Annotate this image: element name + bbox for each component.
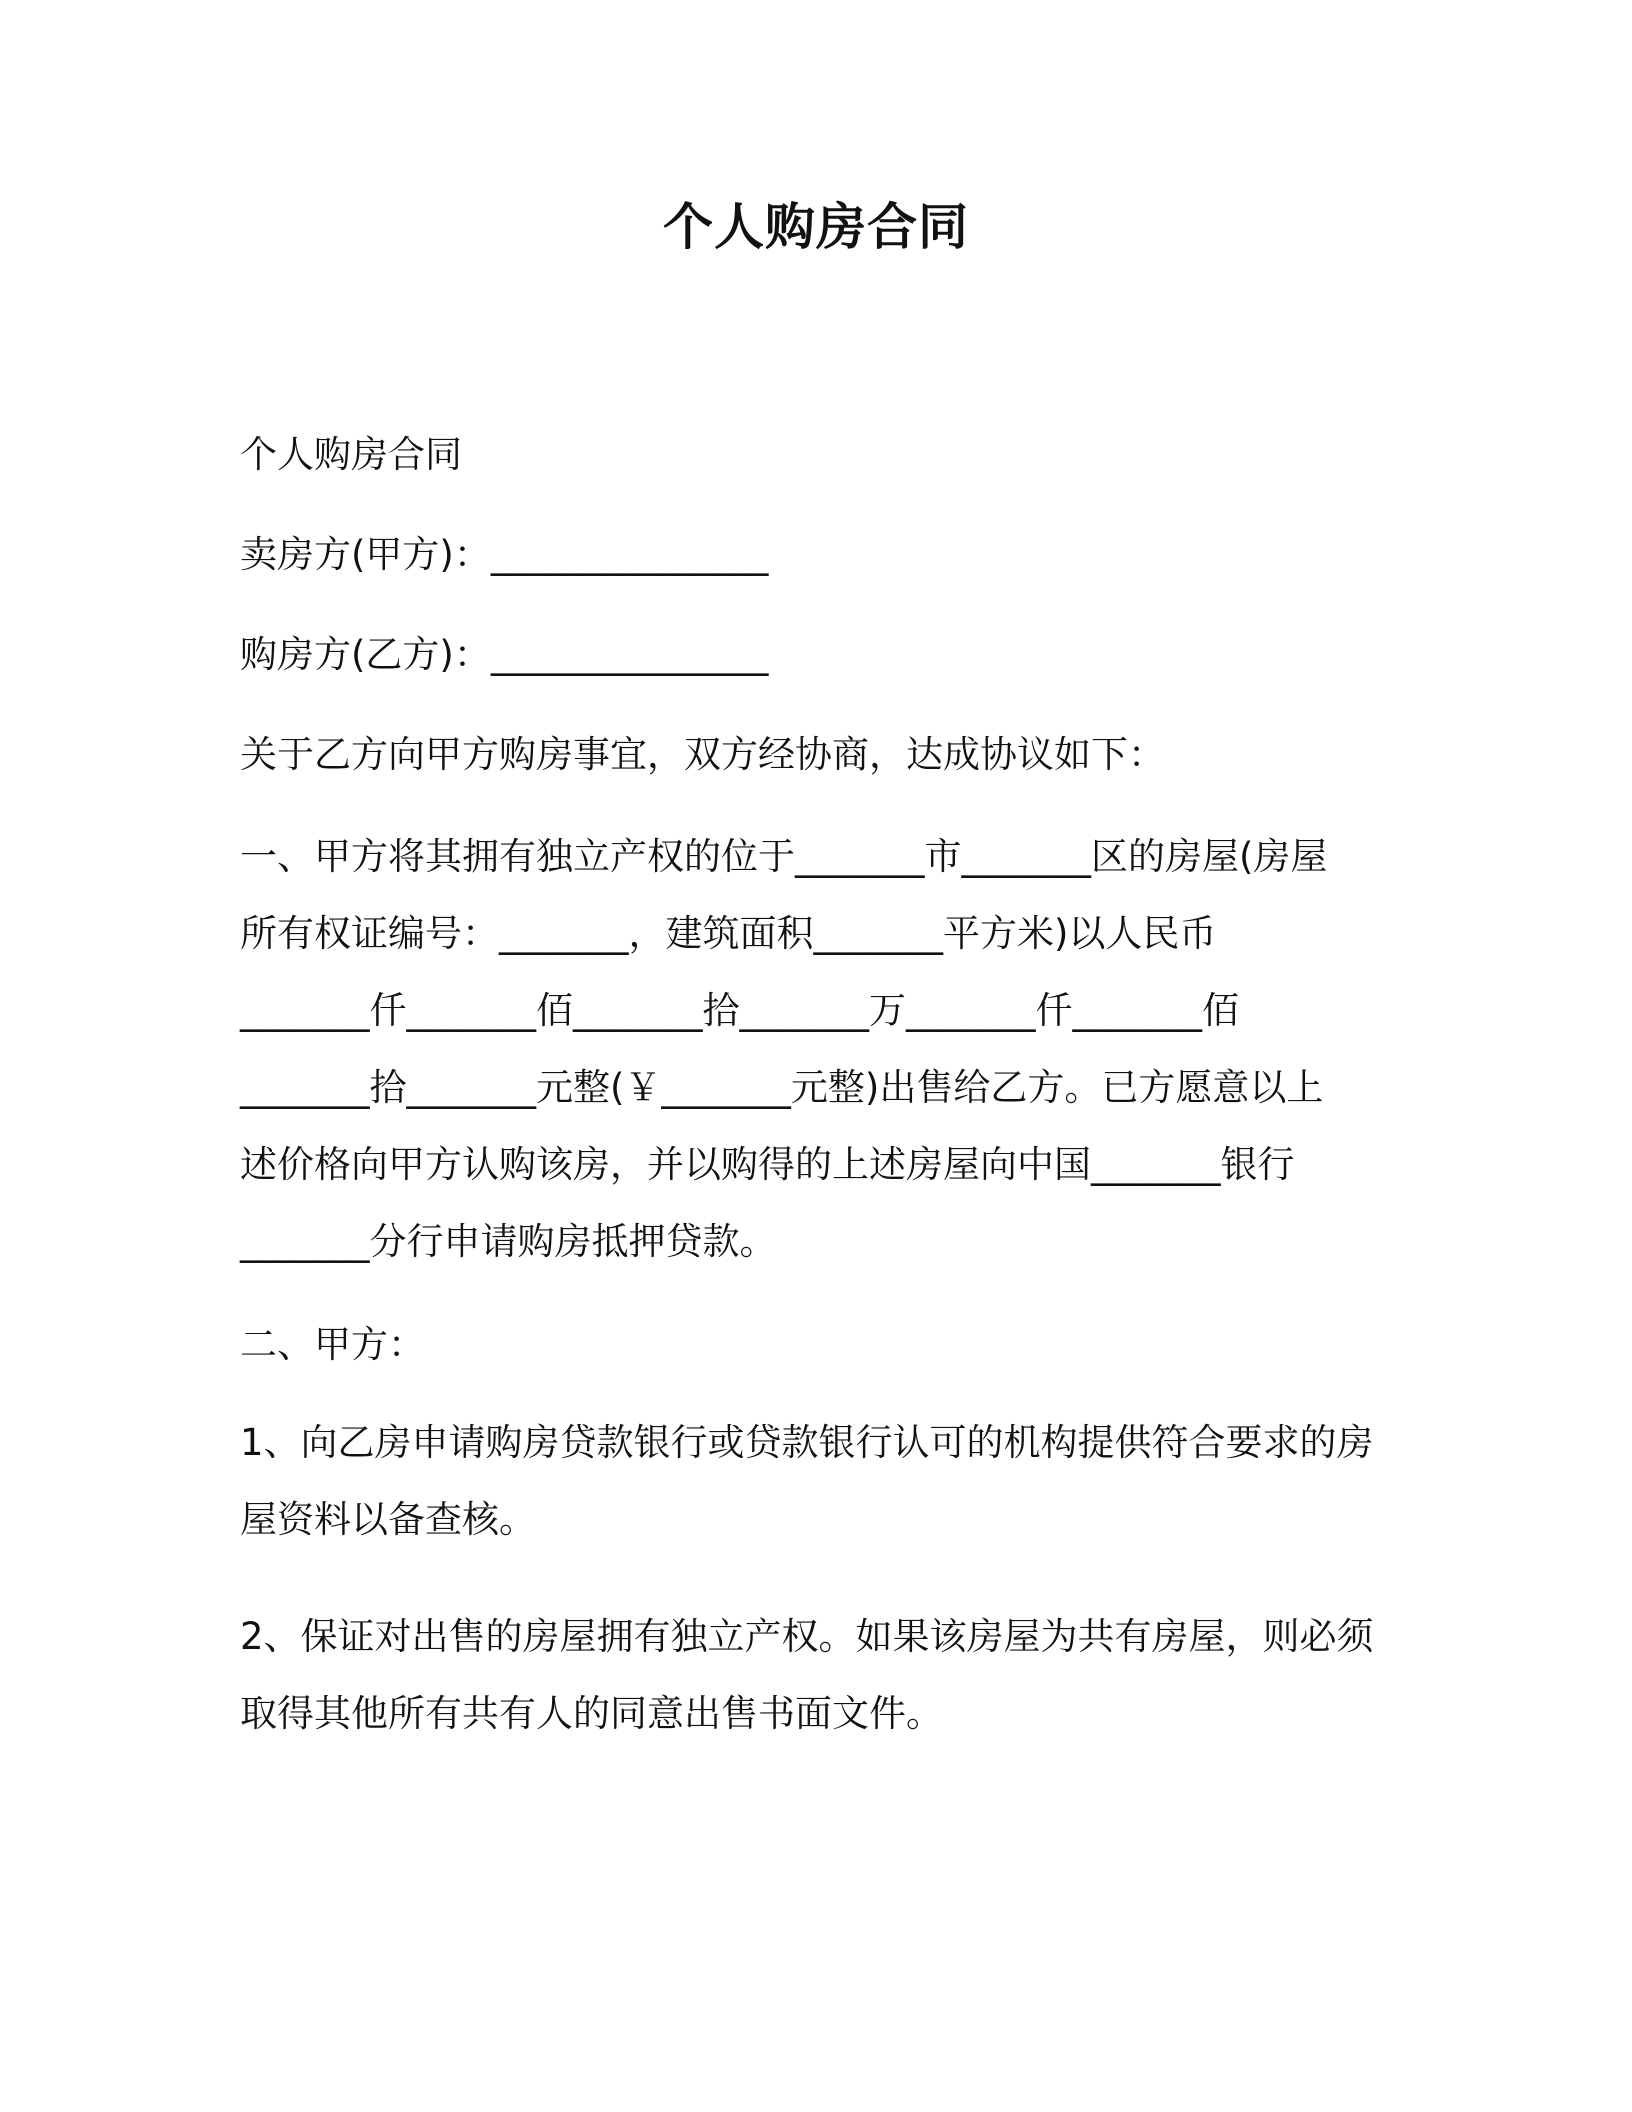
- clause-2-item-1-line: 1、向乙房申请购房贷款银行或贷款银行认可的机构提供符合要求的房: [240, 1421, 1374, 1464]
- clause-2-item-2: [240, 1598, 1380, 1752]
- seller-line: 卖房方(甲方)：_______________: [240, 533, 769, 576]
- clause-2-item-1-line: 屋资料以备查核。: [240, 1498, 536, 1541]
- clause-2-item-2-line: 2、保证对出售的房屋拥有独立产权。如果该房屋为共有房屋，则必须: [240, 1615, 1374, 1658]
- clause-2-item-1: [240, 1404, 1380, 1558]
- buyer-line: 购房方(乙方)：_______________: [240, 633, 769, 676]
- clause-1-line: 一、甲方将其拥有独立产权的位于_______市_______区的房屋(房屋: [240, 835, 1328, 878]
- clause-1-line: 述价格向甲方认购该房，并以购得的上述房屋向中国_______银行: [240, 1143, 1295, 1186]
- clause-1-line: 所有权证编号：_______，建筑面积_______平方米)以人民币: [240, 912, 1217, 955]
- clause-1-line: _______分行申请购房抵押贷款。: [240, 1220, 777, 1263]
- clause-1-paragraph: [240, 818, 1380, 1280]
- clause-1-line: _______拾_______元整(￥_______元整)出售给乙方。已方愿意以上: [240, 1066, 1324, 1109]
- document-subtitle: 个人购房合同: [240, 433, 462, 476]
- document-title: 个人购房合同: [663, 198, 969, 256]
- clause-2-heading: 二、甲方：: [240, 1323, 425, 1366]
- clause-1-line: _______仟_______佰_______拾_______万_______仟_______佰: [240, 989, 1239, 1032]
- intro-paragraph: 关于乙方向甲方购房事宜，双方经协商，达成协议如下：: [240, 733, 1165, 776]
- clause-2-item-2-line: 取得其他所有共有人的同意出售书面文件。: [240, 1692, 943, 1735]
